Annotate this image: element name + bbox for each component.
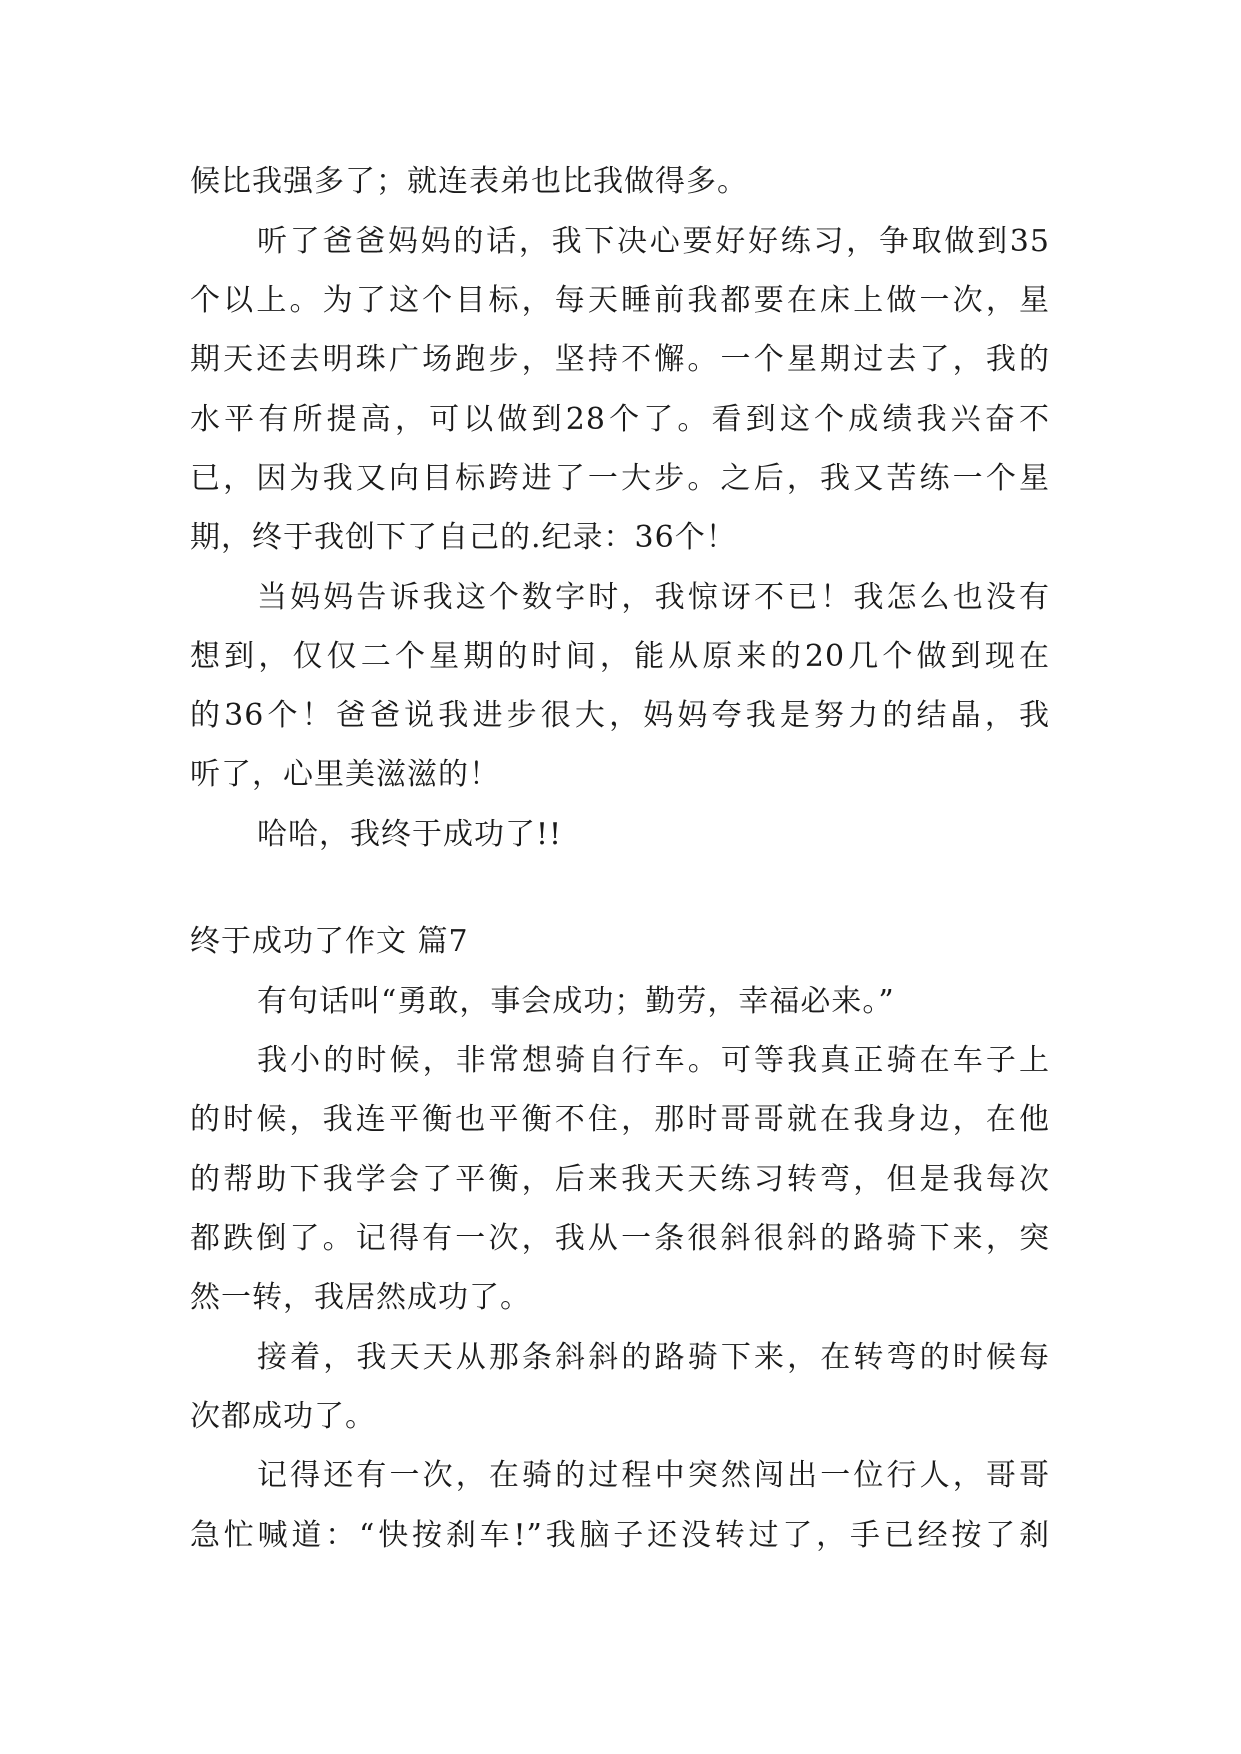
paragraph-line: 期天还去明珠广场跑步，坚持不懈。一个星期过去了，我的 [190,342,1050,377]
paragraph-line: 期，终于我创下了自己的.纪录：36个！ [190,520,737,555]
paragraph-line: 记得还有一次，在骑的过程中突然闯出一位行人，哥哥 [257,1458,1050,1493]
paragraph-line: 听了爸爸妈妈的话，我下决心要好好练习，争取做到35 [257,224,1050,259]
paragraph-line: 想到，仅仅二个星期的时间，能从原来的20几个做到现在 [190,639,1050,674]
section-heading: 终于成功了作文 篇7 [190,924,469,959]
paragraph-line: 已，因为我又向目标跨进了一大步。之后，我又苦练一个星 [190,461,1050,496]
paragraph-line: 哈哈，我终于成功了!! [257,817,563,852]
paragraph-line: 个以上。为了这个目标，每天睡前我都要在床上做一次，星 [190,283,1050,318]
paragraph-line: 听了，心里美滋滋的！ [190,757,500,792]
paragraph-line: 急忙喊道：“快按刹车!”我脑子还没转过了，手已经按了刹 [190,1518,1050,1553]
paragraph-line: 候比我强多了；就连表弟也比我做得多。 [190,164,748,199]
paragraph-line: 接着，我天天从那条斜斜的路骑下来，在转弯的时候每 [257,1340,1050,1375]
paragraph-line: 当妈妈告诉我这个数字时，我惊讶不已！我怎么也没有 [257,580,1050,615]
paragraph-line: 然一转，我居然成功了。 [190,1280,531,1315]
paragraph-line: 都跌倒了。记得有一次，我从一条很斜很斜的路骑下来，突 [190,1221,1050,1256]
paragraph-line: 的时候，我连平衡也平衡不住，那时哥哥就在我身边，在他 [190,1102,1050,1137]
paragraph-line: 的36个！爸爸说我进步很大，妈妈夸我是努力的结晶，我 [190,698,1050,733]
paragraph-line: 有句话叫“勇敢，事会成功；勤劳，幸福必来。” [257,984,895,1019]
paragraph-line: 的帮助下我学会了平衡，后来我天天练习转弯，但是我每次 [190,1162,1050,1197]
paragraph-line: 我小的时候，非常想骑自行车。可等我真正骑在车子上 [257,1043,1050,1078]
paragraph-line: 水平有所提高，可以做到28个了。看到这个成绩我兴奋不 [190,402,1050,437]
paragraph-line: 次都成功了。 [190,1399,376,1434]
